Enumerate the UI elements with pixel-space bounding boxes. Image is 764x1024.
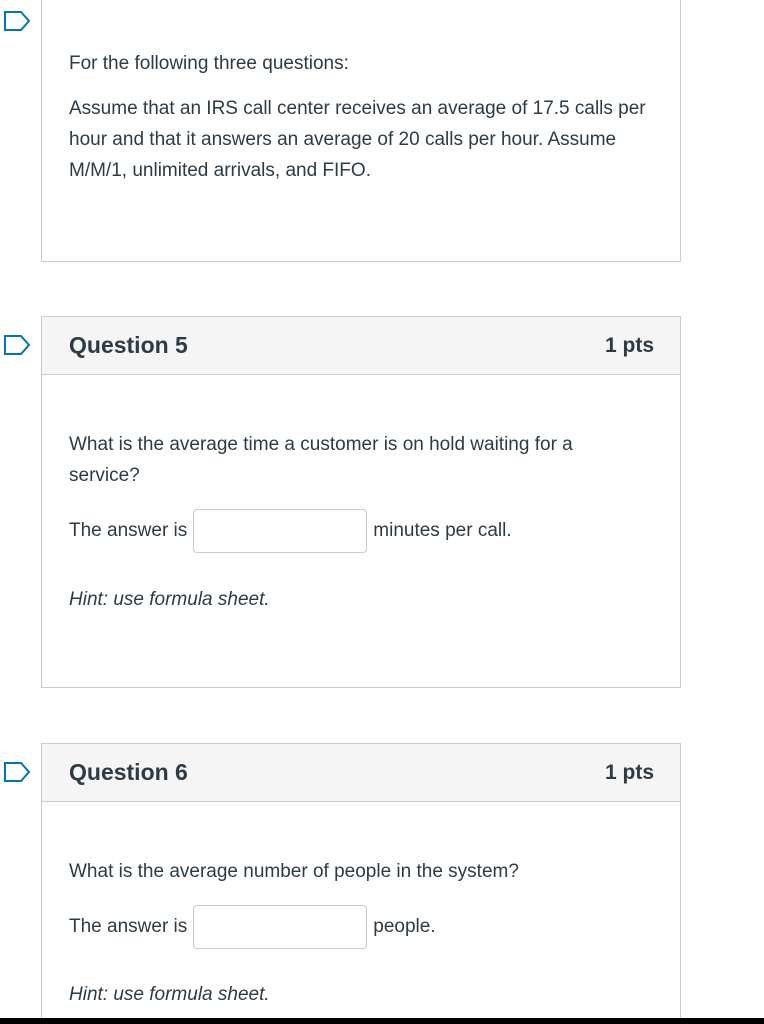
flag-question-icon[interactable]: [3, 761, 31, 783]
intro-body: Assume that an IRS call center receives an average of 17.5 calls per hour and that it answers an average of 20 calls per hour. Assume M/M/1, unlimited arrivals, and FIFO.: [69, 98, 646, 181]
hint-text: Hint: use formula sheet.: [69, 589, 270, 610]
question-text: What is the average time a customer is on hold waiting for a service?: [69, 434, 573, 486]
question-header: [42, 744, 680, 802]
flag-question-icon[interactable]: [3, 10, 31, 32]
question-title: Question 6: [69, 759, 188, 785]
answer-input[interactable]: [193, 509, 367, 553]
intro-lead: For the following three questions:: [69, 53, 349, 74]
question-header: [42, 317, 680, 375]
answer-input[interactable]: [193, 905, 367, 949]
answer-prefix: The answer is: [69, 916, 188, 937]
intro-panel: [41, 0, 681, 262]
bottom-bar: [0, 1018, 764, 1024]
question-panel-6: [41, 743, 681, 1024]
hint-text: Hint: use formula sheet.: [69, 984, 270, 1005]
answer-prefix: The answer is: [69, 520, 188, 541]
question-panel-5: [41, 316, 681, 688]
flag-question-icon[interactable]: [3, 334, 31, 356]
question-text: What is the average number of people in the system?: [69, 861, 519, 882]
answer-suffix: people.: [373, 916, 436, 937]
answer-row: [69, 903, 436, 951]
answer-suffix: minutes per call.: [373, 520, 512, 541]
answer-row: [69, 507, 512, 555]
question-points: 1 pts: [604, 334, 654, 357]
question-title: Question 5: [69, 332, 188, 358]
question-points: 1 pts: [604, 761, 654, 784]
